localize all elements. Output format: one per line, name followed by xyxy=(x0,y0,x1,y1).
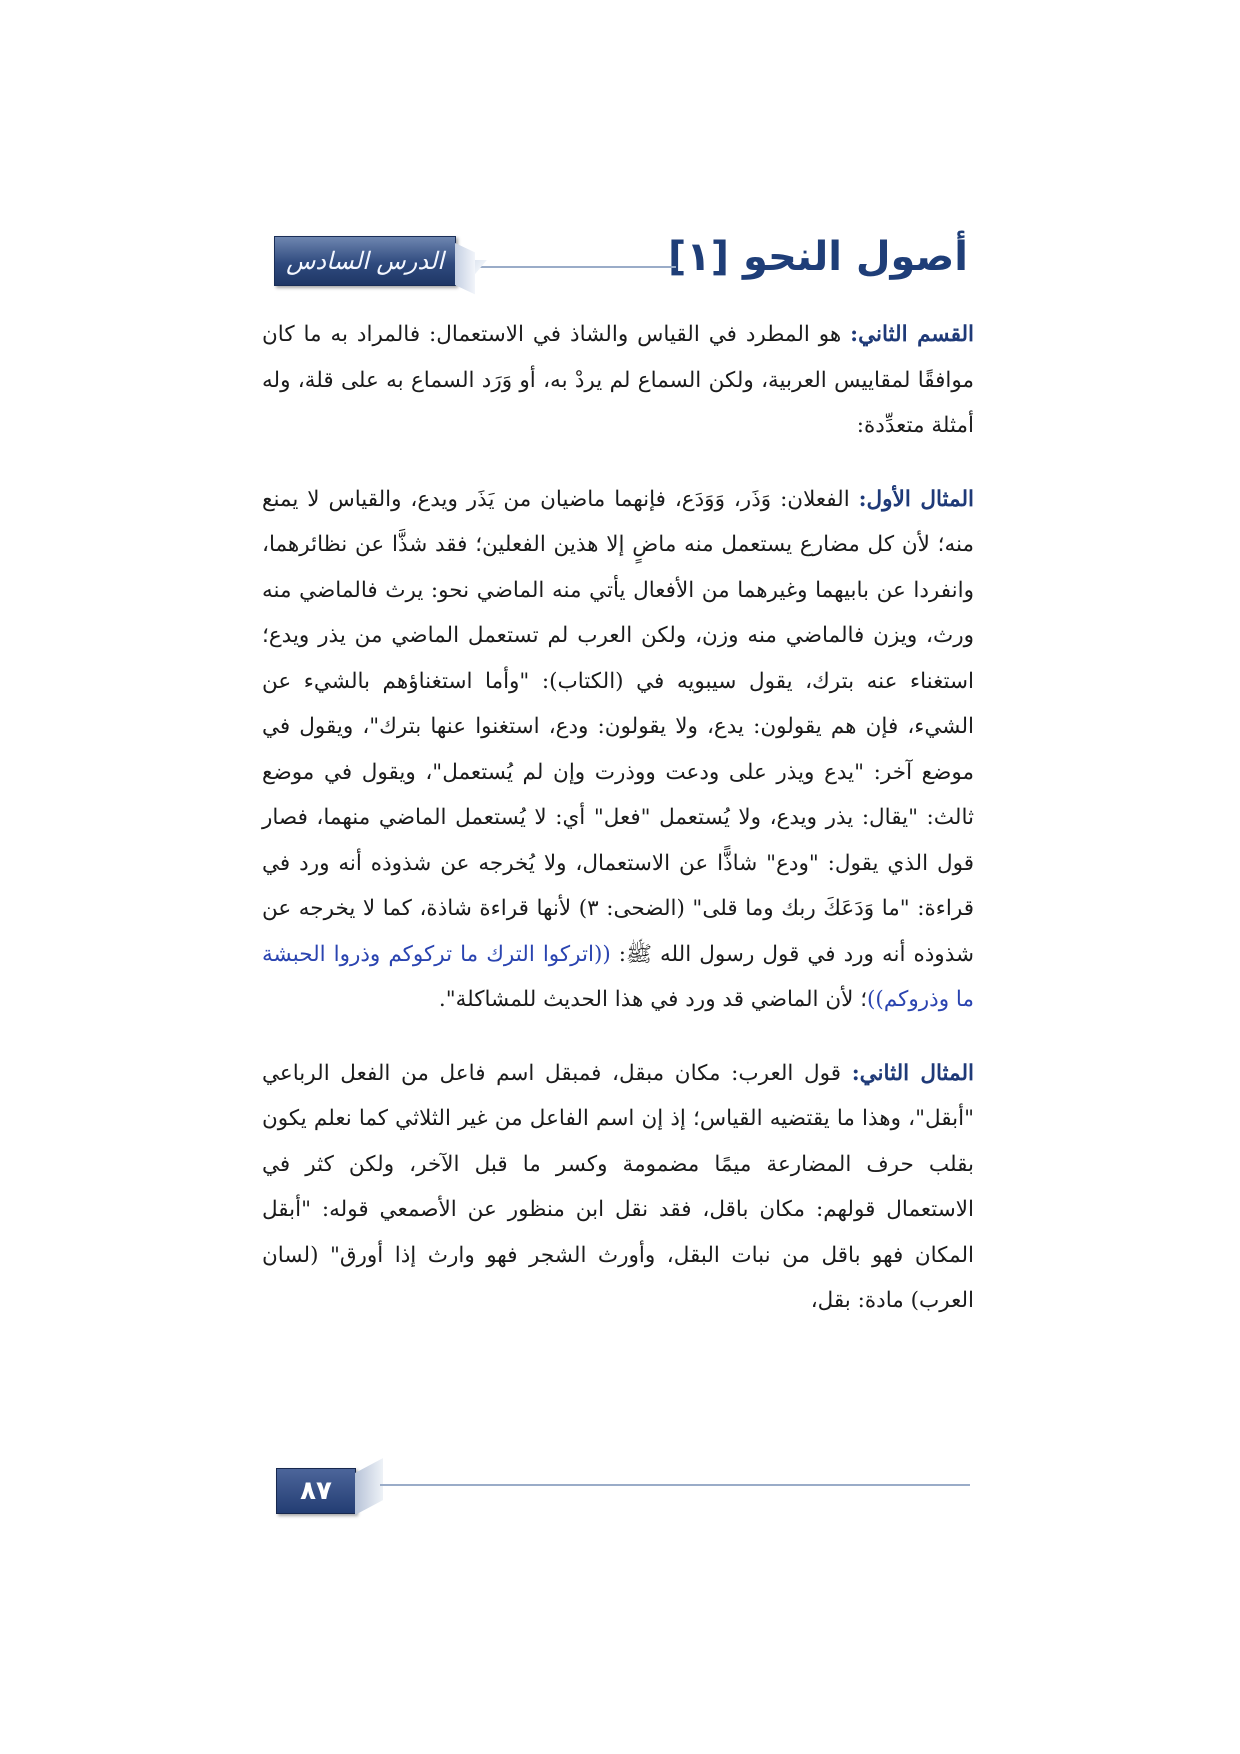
page-header xyxy=(268,228,968,308)
body-text xyxy=(262,312,974,1352)
paragraph-example-one xyxy=(262,477,974,1023)
hadith-quote: ((اتركوا الترك ما تركوكم وذروا الحبشة ما وذروكم)) xyxy=(262,941,974,1012)
paragraph-lead: المثال الأول: xyxy=(858,486,974,512)
paragraph-section-two xyxy=(262,312,974,449)
book-title: أصول النحو [١] xyxy=(668,234,968,280)
footer-rule xyxy=(380,1484,970,1486)
paragraph-lead: القسم الثاني: xyxy=(850,322,974,347)
paragraph-tail: ؛ لأن الماضي قد ورد في هذا الحديث للمشاكلة". xyxy=(438,987,868,1012)
paragraph-text: قول العرب: مكان مبقل، فمبقل اسم فاعل من الفعل الرباعي "أبقل"، وهذا ما يقتضيه القياس؛ إذ إن اسم الفاعل من غير الثلاثي كما نعلم يكون بقلب حرف المضارعة ميمًا مضمومة وكسر ما قبل الآخر، ولكن كثر في الاستعمال قولهم: مكان باقل، فقد نقل ابن منظور عن الأصمعي قوله: "أبقل المكان فهو باقل من نبات البقل، وأورث الشجر فهو وارث إذا أورق" (لسان العرب) مادة: بقل، xyxy=(262,1060,974,1313)
lesson-tab xyxy=(274,236,456,286)
page-footer xyxy=(270,1468,970,1518)
paragraph-text: هو المطرد في القياس والشاذ في الاستعمال: فالمراد به ما كان موافقًا لمقاييس العربية، ولكن السماع لم يردْ به، أو وَرَد السماع به على قلة، وله أمثلة متعدِّدة: xyxy=(262,322,974,438)
header-rule xyxy=(453,266,676,268)
page-number: ٨٧ xyxy=(276,1468,356,1514)
paragraph-example-two xyxy=(262,1051,974,1324)
lesson-label: الدرس السادس xyxy=(286,247,444,275)
paragraph-lead: المثال الثاني: xyxy=(851,1060,974,1086)
paragraph-text: الفعلان: وَذَر، وَوَدَع، فإنهما ماضيان من يَذَر ويدع، والقياس لا يمنع منه؛ لأن كل مضارع يستعمل منه ماضٍ إلا هذين الفعلين؛ فقد شذَّا عن نظائرهما، وانفردا عن بابيهما وغيرهما من الأفعال يأتي منه الماضي نحو: يرث فالماضي منه ورث، ويزن فالماضي منه وزن، ولكن العرب لم تستعمل الماضي من يذر ويدع؛ استغناء عنه بترك، يقول سيبويه في (الكتاب): "وأما استغناؤهم بالشيء عن الشيء، فإن هم يقولون: يدع، ولا يقولون: ودع، استغنوا عنها بترك"، ويقول في موضع آخر: "يدع ويذر على ودعت ووذرت وإن لم يُستعمل"، ويقول في موضع ثالث: "يقال: يذر ويدع، ولا يُستعمل "فعل" أي: لا يُستعمل الماضي منهما، فصار قول الذي يقول: "ودع" شاذًّا عن الاستعمال، ولا يُخرجه عن شذوذه أنه ورد في قراءة: "ما وَدَعَكَ ربك وما قلى" (الضحى: ٣) لأنها قراءة شاذة، كما لا يخرجه عن شذوذه أنه ورد في قول رسول الله ﷺ: xyxy=(262,486,974,967)
